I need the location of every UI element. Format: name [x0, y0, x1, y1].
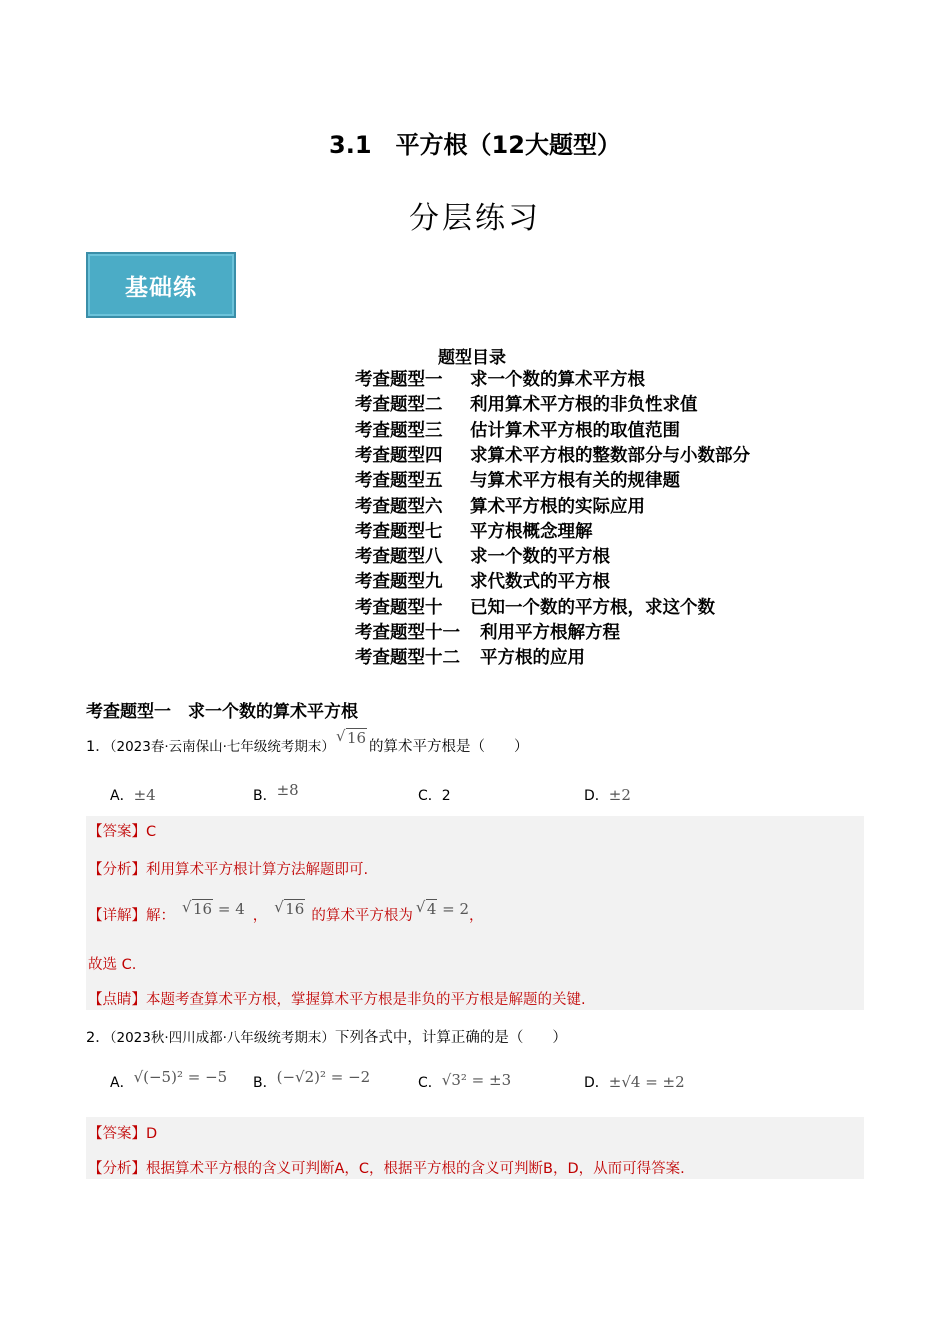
toc-item-text: 已知一个数的平方根，求这个数: [470, 597, 715, 618]
toc-item: [355, 594, 715, 619]
toc-item: [355, 619, 620, 644]
toc-item-text: 求一个数的平方根: [470, 547, 610, 568]
option-a[interactable]: A．±4: [110, 786, 156, 804]
section-badge: 基础练: [86, 252, 236, 318]
toc-item-label: 考查题型五: [355, 471, 443, 492]
comment-line-1: 【点睛】本题考查算术平方根，掌握算术平方根是非负的平方根是解题的关键.: [88, 992, 586, 1008]
sqrt-expression: √ 16 = 4: [183, 900, 245, 918]
answer-line-1: 【答案】C: [88, 824, 157, 840]
toc-item-label: 考查题型十二: [355, 648, 460, 669]
question-source: （2023春·云南保山·七年级统考期末）: [109, 739, 335, 755]
page-subtitle: 分层练习: [409, 201, 541, 236]
toc-item-label: 考查题型四: [355, 445, 443, 466]
option-b[interactable]: B．±8: [253, 781, 299, 804]
toc-item: [355, 518, 593, 543]
toc-item-label: 考查题型八: [355, 547, 443, 568]
sqrt-expression: √ 16: [275, 900, 305, 918]
toc-item: [355, 391, 698, 416]
question-number: 1．: [86, 739, 110, 755]
toc-item-text: 估计算术平方根的取值范围: [470, 420, 680, 441]
section-title: 考查题型一 求一个数的算术平方根: [86, 702, 358, 722]
toc-item-label: 考查题型十: [355, 597, 443, 618]
toc-item-label: 考查题型一: [355, 370, 443, 390]
toc-item-text: 求代数式的平方根: [470, 572, 610, 593]
toc-item-label: 考查题型七: [355, 521, 443, 542]
option-a[interactable]: A．√(−5)² = −5: [110, 1068, 228, 1091]
conclusion-line-1: 故选 C.: [88, 957, 137, 973]
toc-item: [355, 467, 680, 492]
toc-item-text: 求算术平方根的整数部分与小数部分: [470, 445, 750, 466]
question-2: [86, 1026, 567, 1047]
toc-heading: 题型目录: [438, 348, 506, 368]
toc-item-label: 考查题型三: [355, 420, 443, 441]
toc-item: [355, 568, 610, 593]
toc-item-text: 与算术平方根有关的规律题: [470, 471, 680, 492]
option-d[interactable]: D．±2: [584, 786, 631, 804]
toc-item-label: 考查题型二: [355, 395, 443, 416]
analysis-line-1: 【分析】利用算术平方根计算方法解题即可.: [88, 862, 369, 878]
question-stem: 的算术平方根是（ ）: [369, 739, 529, 755]
option-c[interactable]: C．2: [418, 788, 451, 804]
toc-item-text: 平方根的应用: [480, 648, 585, 669]
toc-item-label: 考查题型十一: [355, 623, 460, 643]
toc-item-label: 考查题型六: [355, 496, 443, 517]
toc-item: [355, 417, 680, 442]
toc-item: [355, 366, 645, 391]
toc-item-label: 考查题型九: [355, 572, 443, 593]
toc-item: [355, 442, 750, 467]
toc-item: [355, 644, 585, 669]
analysis-line-2: 【分析】根据算术平方根的含义可判断A，C，根据平方根的含义可判断B，D，从而可得答案.: [88, 1161, 685, 1177]
option-d[interactable]: D．±√4 = ±2: [584, 1073, 685, 1091]
question-1: [86, 729, 529, 756]
toc-item-text: 求一个数的算术平方根: [470, 370, 645, 390]
option-c[interactable]: C．√3² = ±3: [418, 1071, 512, 1091]
toc-item-text: 平方根概念理解: [470, 521, 593, 542]
page-title: 3.1 平方根（12大题型）: [329, 131, 621, 159]
question-number: 2．: [86, 1030, 110, 1046]
question-stem: 下列各式中，计算正确的是（ ）: [334, 1030, 567, 1046]
toc-item-text: 利用算术平方根的非负性求值: [470, 395, 698, 416]
toc-item-text: 算术平方根的实际应用: [470, 496, 645, 517]
detail-line-1: 【详解】解：√ 16 = 4 ，√ 16 的算术平方根为√ 4 = 2，: [88, 904, 484, 925]
sqrt-expression: √ 4 = 2: [417, 900, 469, 918]
toc-item: [355, 543, 610, 568]
toc-item-text: 利用平方根解方程: [480, 623, 620, 643]
question-source: （2023秋·四川成都·八年级统考期末）: [109, 1030, 335, 1046]
option-b[interactable]: B．(−√2)² = −2: [253, 1068, 371, 1091]
sqrt-expression: √ 16: [337, 729, 367, 747]
answer-line-2: 【答案】D: [88, 1126, 158, 1142]
toc-item: [355, 493, 645, 518]
